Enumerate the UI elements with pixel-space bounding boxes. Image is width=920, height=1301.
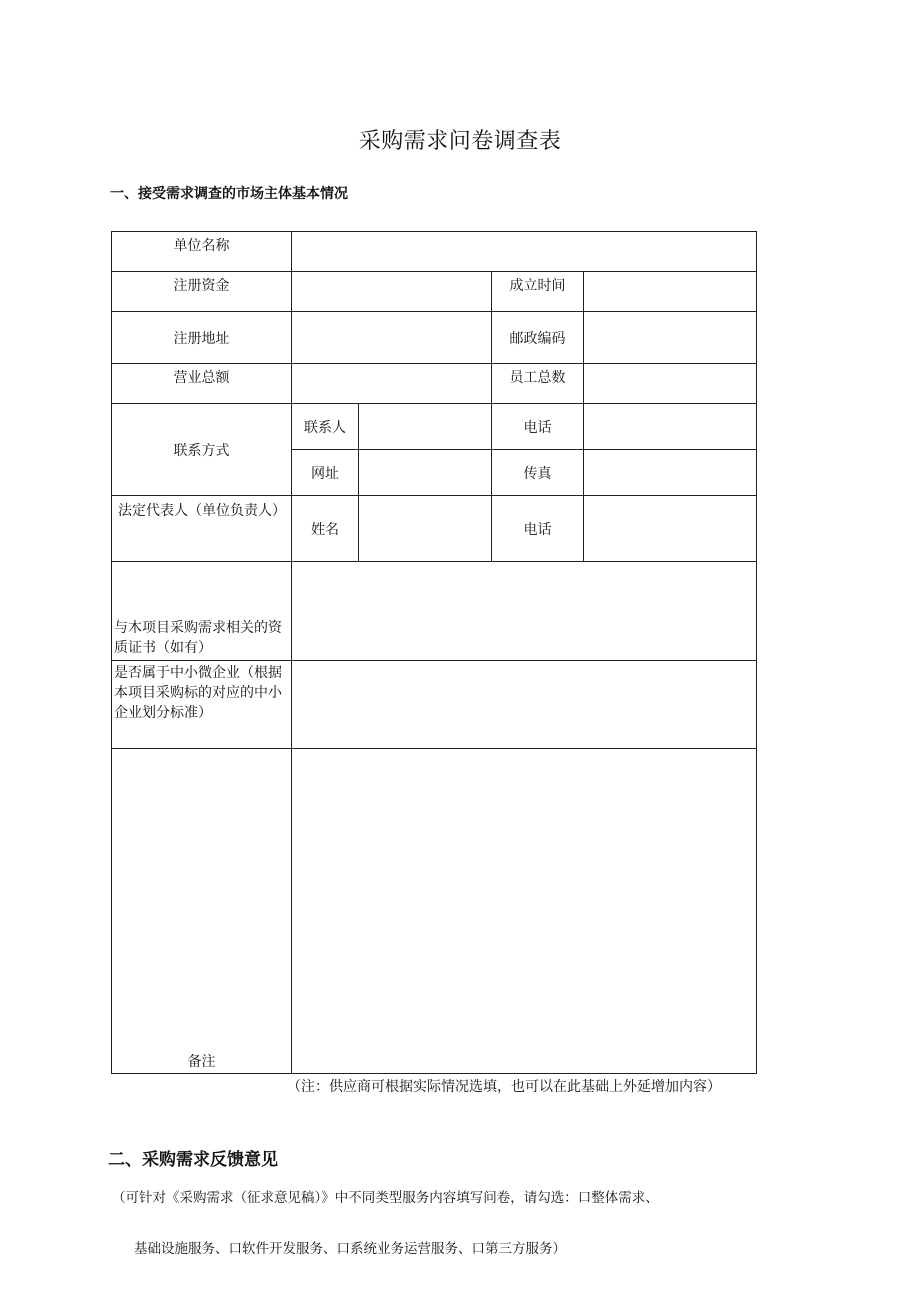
label-contact-person: 联系人 — [291, 403, 359, 450]
field-registered-capital[interactable] — [291, 271, 492, 312]
label-registered-address: 注册地址 — [111, 311, 292, 364]
section-1-heading: 一、接受需求调查的市场主体基本情况 — [110, 186, 348, 202]
page-title: 采购需求问卷调查表 — [358, 129, 562, 154]
table-note: （注：供应商可根据实际情况选填，也可以在此基础上外延增加内容） — [287, 1079, 721, 1095]
field-name[interactable] — [358, 495, 492, 562]
label-legal-representative: 法定代表人（单位负责人） — [111, 495, 292, 562]
label-total-revenue: 营业总额 — [111, 363, 292, 404]
field-registered-address[interactable] — [291, 311, 492, 364]
label-website: 网址 — [291, 449, 359, 496]
field-contact-person[interactable] — [358, 403, 492, 450]
label-established-time: 成立时间 — [491, 271, 584, 312]
field-qualifications[interactable] — [291, 561, 757, 661]
field-unit-name[interactable] — [291, 231, 757, 272]
field-phone-2[interactable] — [583, 495, 757, 562]
label-postal-code: 邮政编码 — [491, 311, 584, 364]
label-phone-2: 电话 — [491, 495, 584, 562]
label-remarks: 备注 — [111, 748, 292, 1074]
label-sme: 是否属于中小微企业（根据本项目采购标的对应的中小企业划分标准） — [111, 660, 292, 749]
field-established-time[interactable] — [583, 271, 757, 312]
field-website[interactable] — [358, 449, 492, 496]
section-2-paragraph-line-1: （可针对《采购需求（征求意见稿）》中不同类型服务内容填写问卷，请勾选：口整体需求、 — [112, 1190, 659, 1206]
field-total-revenue[interactable] — [291, 363, 492, 404]
label-name: 姓名 — [291, 495, 359, 562]
label-contact-method: 联系方式 — [111, 403, 292, 496]
label-fax: 传真 — [491, 449, 584, 496]
section-2-heading: 二、采购需求反馈意见 — [108, 1150, 278, 1170]
field-total-employees[interactable] — [583, 363, 757, 404]
field-fax[interactable] — [583, 449, 757, 496]
field-postal-code[interactable] — [583, 311, 757, 364]
field-sme[interactable] — [291, 660, 757, 749]
field-remarks[interactable] — [291, 748, 757, 1074]
label-registered-capital: 注册资金 — [111, 271, 292, 312]
label-total-employees: 员工总数 — [491, 363, 584, 404]
label-phone: 电话 — [491, 403, 584, 450]
label-qualifications: 与木项目采购需求相关的资质证书（如有） — [111, 561, 292, 661]
section-2-paragraph-line-2: 基础设施服务、口软件开发服务、口系统业务运营服务、口第三方服务） — [134, 1241, 566, 1257]
label-unit-name: 单位名称 — [111, 231, 292, 272]
field-phone[interactable] — [583, 403, 757, 450]
